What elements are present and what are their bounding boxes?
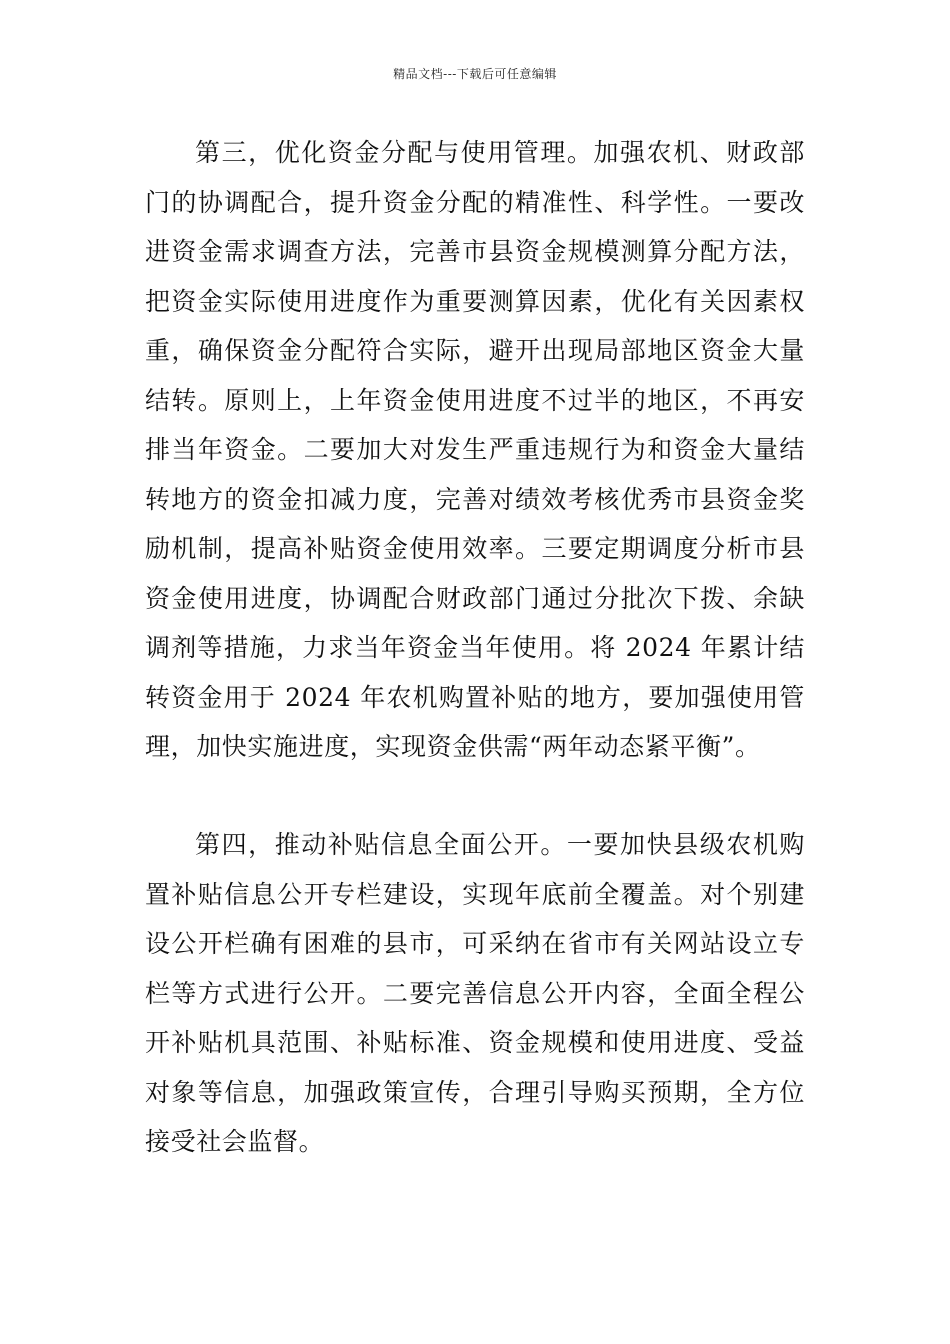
paragraph-section-three — [145, 128, 805, 772]
paragraph-text: 第三，优化资金分配与使用管理。加强农机、财政部门的协调配合，提升资金分配的精准性、科学性。一要改进资金需求调查方法，完善市县资金规模测算分配方法，把资金实际使用进度作为重要测算因素，优化有关因素权重，确保资金分配符合实际，避开出现局部地区资金大量结转。原则上，上年资金使用进度不过半的地区，不再安排当年资金。二要加大对发生严重违规行为和资金大量结转地方的资金扣减力度，完善对绩效考核优秀市县资金奖励机制，提高补贴资金使用效率。三要定期调度分析市县资金使用进度，协调配合财政部门通过分批次下拨、余缺调剂等措施，力求当年资金当年使用。将 2024 年累计结转资金用于 2024 年农机购置补贴的地方，要加强使用管理，加快实施进度，实现资金供需“两年动态紧平衡”。 — [145, 138, 805, 761]
paragraph-section-four — [145, 820, 805, 1167]
page-header: 精品文档---下载后可任意编辑 — [393, 67, 557, 81]
paragraph-text: 第四，推动补贴信息全面公开。一要加快县级农机购置补贴信息公开专栏建设，实现年底前全覆盖。对个别建设公开栏确有困难的县市，可采纳在省市有关网站设立专栏等方式进行公开。二要完善信息公开内容，全面全程公开补贴机具范围、补贴标准、资金规模和使用进度、受益对象等信息，加强政策宣传，合理引导购买预期，全方位接受社会监督。 — [145, 830, 805, 1156]
